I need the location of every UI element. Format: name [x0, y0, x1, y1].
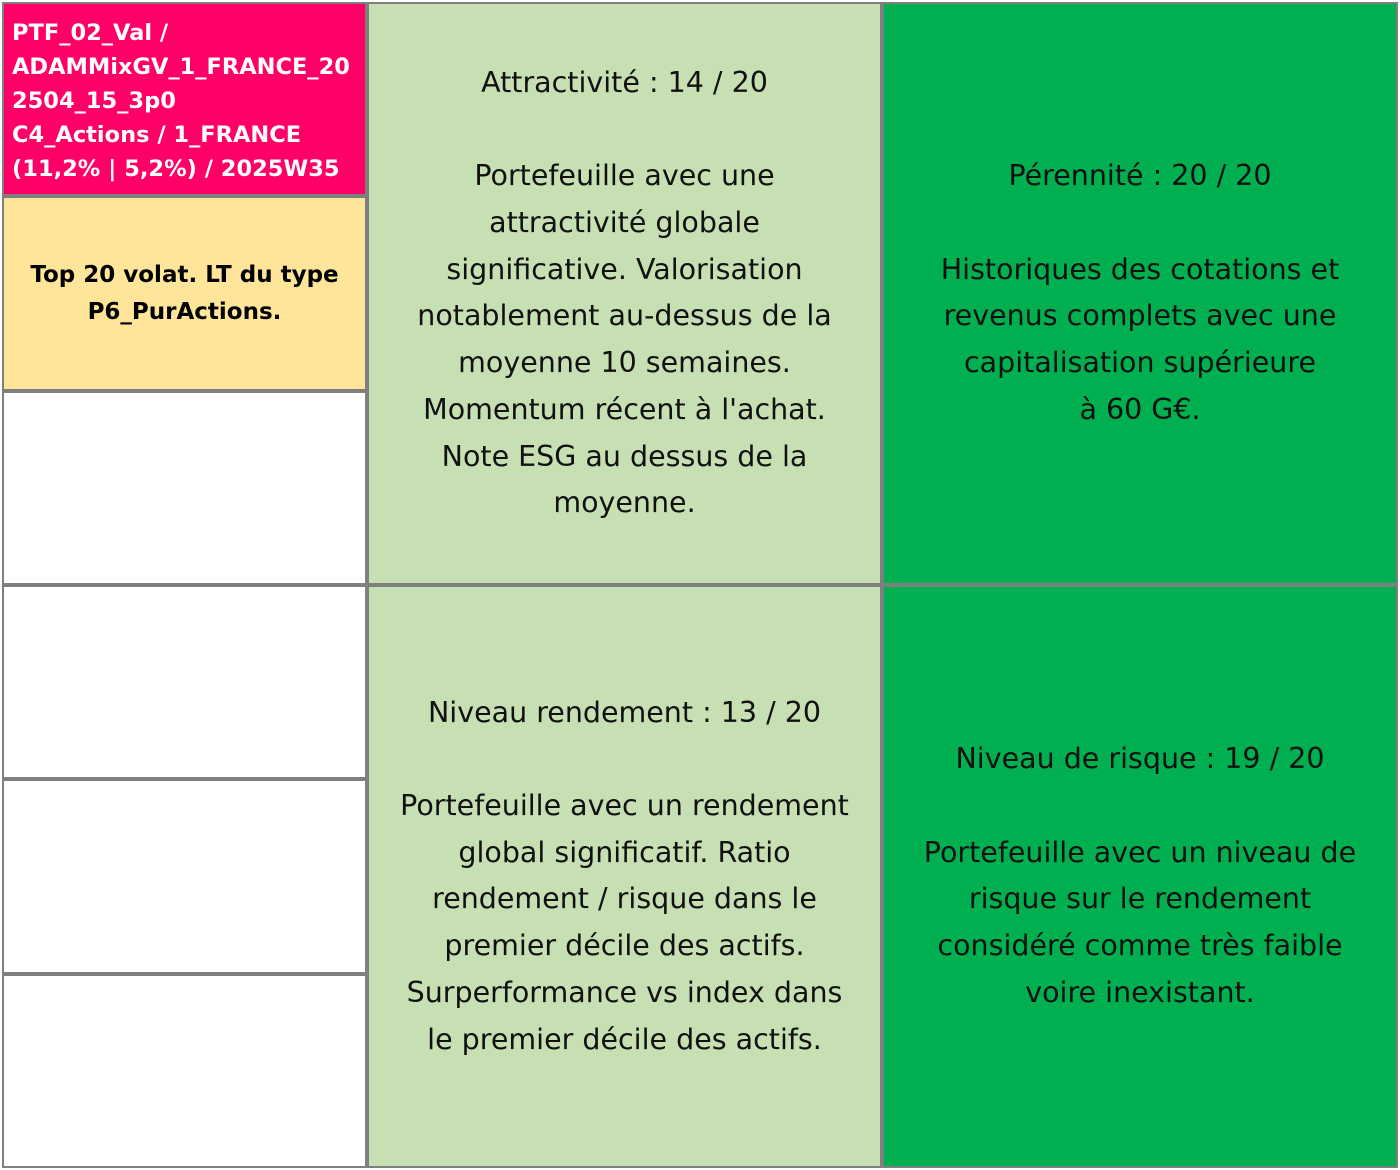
risque-line: considéré comme très faible [937, 929, 1343, 963]
header-line: (11,2% | 5,2%) / 2025W35 [12, 156, 340, 182]
rendement-line: le premier décile des actifs. [427, 1022, 822, 1056]
rendement-line: Portefeuille avec un rendement [400, 789, 849, 823]
rendement-line: rendement / risque dans le [432, 882, 817, 916]
perennite-line: Historiques des cotations et [940, 252, 1340, 286]
header-line: PTF_02_Val / [12, 20, 169, 46]
blank-cell [2, 391, 367, 585]
rendement-line: premier décile des actifs. [444, 929, 805, 963]
portfolio-header [2, 2, 367, 196]
top20-line: P6_PurActions. [87, 298, 282, 325]
header-line: C4_Actions / 1_FRANCE [12, 122, 302, 148]
risque-line: risque sur le rendement [968, 882, 1312, 916]
perennite-panel [882, 2, 1398, 585]
header-line: ADAMMixGV_1_FRANCE_20 [12, 54, 350, 80]
perennite-title: Pérennité : 20 / 20 [1008, 159, 1272, 193]
risque-title: Niveau de risque : 19 / 20 [955, 742, 1325, 776]
attractivite-panel [367, 2, 882, 585]
rendement-panel [367, 585, 882, 1168]
attractivite-line: notablement au-dessus de la [417, 299, 832, 333]
blank-cell [2, 585, 367, 779]
attractivite-line: moyenne 10 semaines. [458, 346, 791, 380]
attractivite-title: Attractivité : 14 / 20 [481, 65, 768, 99]
top20-line: Top 20 volat. LT du type [30, 261, 339, 288]
attractivite-line: Portefeuille avec une [474, 159, 775, 193]
perennite-line: revenus complets avec une [943, 299, 1337, 333]
attractivite-line: significative. Valorisation [446, 252, 803, 286]
blank-cell [2, 974, 367, 1168]
blank-cell [2, 779, 367, 974]
top20-note [2, 196, 367, 391]
attractivite-line: Note ESG au dessus de la [441, 439, 808, 473]
risque-line: voire inexistant. [1025, 975, 1255, 1009]
risque-panel [882, 585, 1398, 1168]
attractivite-line: moyenne. [553, 486, 696, 520]
perennite-line: capitalisation supérieure [964, 346, 1316, 380]
header-line: 2504_15_3p0 [12, 88, 176, 114]
risque-line: Portefeuille avec un niveau de [923, 835, 1357, 869]
perennite-line: à 60 G€. [1079, 392, 1201, 426]
rendement-line: global significatif. Ratio [458, 835, 791, 869]
rendement-line: Surperformance vs index dans [406, 975, 843, 1009]
attractivite-line: Momentum récent à l'achat. [423, 392, 826, 426]
rendement-title: Niveau rendement : 13 / 20 [427, 695, 822, 729]
attractivite-line: attractivité globale [489, 206, 760, 240]
